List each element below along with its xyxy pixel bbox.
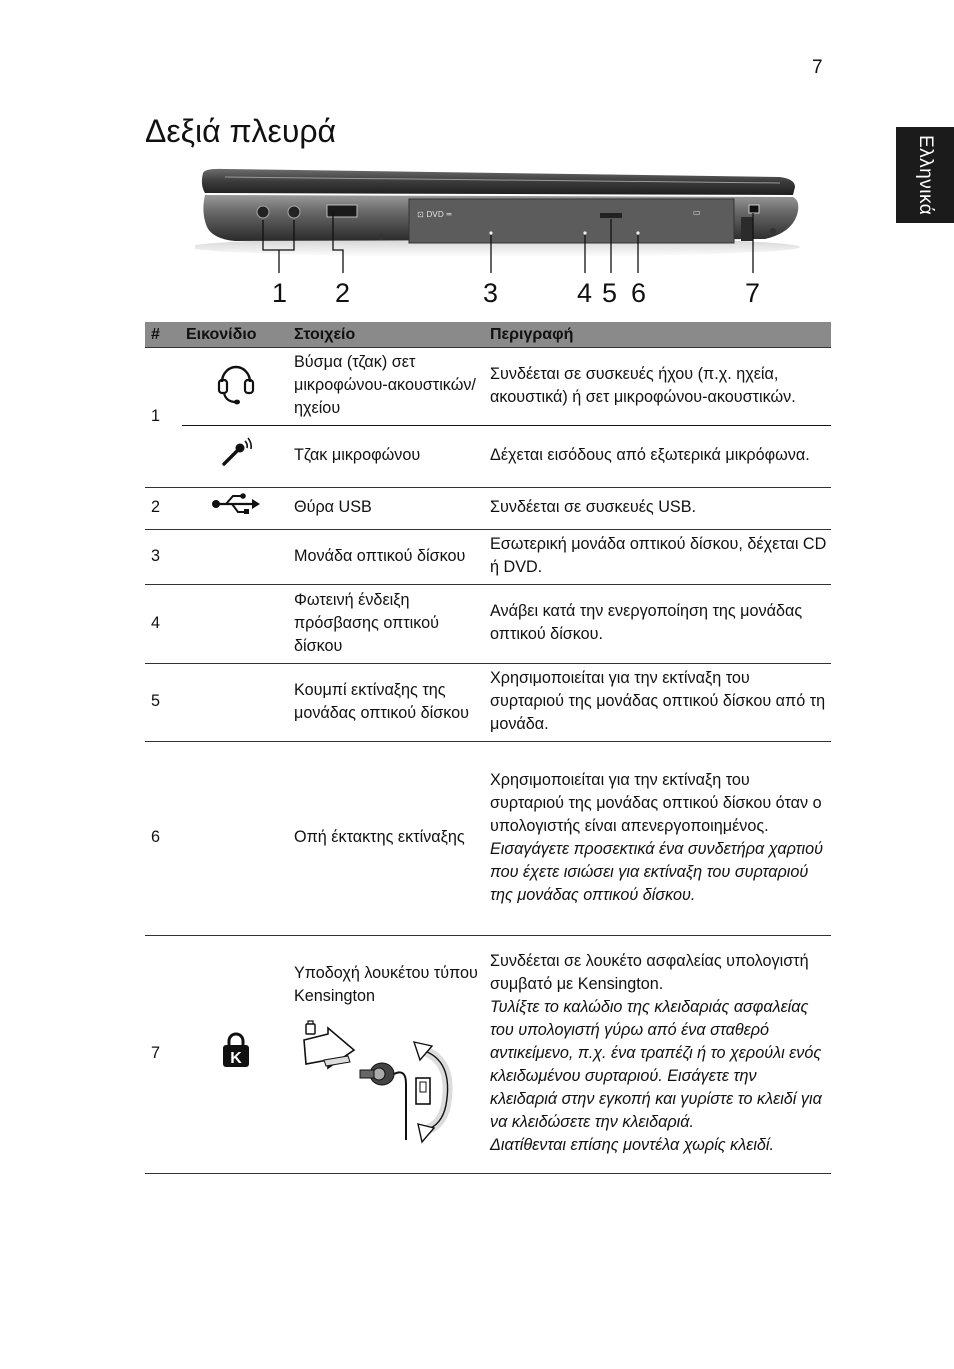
- callout-2: 2: [335, 278, 351, 308]
- eject-button: [600, 213, 622, 218]
- row-icon-cell: [182, 936, 290, 1174]
- table-row: [145, 530, 831, 585]
- row-description: Ανάβει κατά την ενεργοποίηση της μονάδας οπτικού δίσκου.: [486, 585, 831, 664]
- callout-6: 6: [631, 278, 647, 308]
- row-item: Θύρα USB: [290, 488, 486, 530]
- row-icon-cell: [182, 426, 290, 488]
- row-description: Συνδέεται σε λουκέτο ασφαλείας υπολογιστή συμβατό με Kensington.: [490, 952, 809, 993]
- row-description: Χρησιμοποιείται για την εκτίναξη του συρταριού της μονάδας οπτικού δίσκου από τη μονάδα.: [486, 664, 831, 742]
- row-description: Χρησιμοποιείται για την εκτίναξη του συρταριού της μονάδας οπτικού δίσκου όταν ο υπολογιστής είναι απενεργοποιημένος.: [490, 770, 822, 835]
- page-number: 7: [812, 57, 823, 78]
- row-note: Τυλίξτε το καλώδιο της κλειδαριάς ασφαλείας του υπολογιστή γύρω από ένα σταθερό αντικείμενο, π.χ. ένα τραπέζι ή το χερούλι ενός κλειδωμένου συρταριού. Εισάγετε την κλειδαριά στην εγκοπή και γυρίστε το κλειδί για να κλειδώσετε την κλειδαριά.: [490, 998, 822, 1131]
- headset-icon: [216, 358, 256, 406]
- row-icon-cell: [182, 530, 290, 585]
- table-row: [145, 936, 831, 1174]
- microphone-icon: [219, 435, 253, 469]
- row-icon-cell: [182, 664, 290, 742]
- kensington-lock-illustration: [294, 1020, 464, 1145]
- svg-text:▭: ▭: [693, 208, 701, 217]
- callout-1: 1: [272, 278, 288, 308]
- row-item: Μονάδα οπτικού δίσκου: [290, 530, 486, 585]
- svg-text:⊡ DVD ═: ⊡ DVD ═: [417, 210, 452, 219]
- row-item: Υποδοχή λουκέτου τύπου Kensington: [294, 964, 478, 1005]
- row-icon-cell: [182, 488, 290, 530]
- header-icon: Εικονίδιο: [182, 322, 290, 348]
- row-num: 7: [145, 936, 182, 1174]
- row-num: 6: [145, 742, 182, 936]
- row-item: Φωτεινή ένδειξη πρόσβασης οπτικού δίσκου: [290, 585, 486, 664]
- row-item: Βύσμα (τζακ) σετ μικροφώνου-ακουστικών/ηχείου: [290, 348, 486, 426]
- header-item: Στοιχείο: [290, 322, 486, 348]
- row-icon-cell: [182, 585, 290, 664]
- row-description-cell: [486, 742, 831, 936]
- optical-drive: [409, 199, 734, 243]
- laptop-right-side-figure: [195, 165, 805, 310]
- table-row: [145, 348, 831, 426]
- row-icon-cell: [182, 348, 290, 426]
- row-note: Εισαγάγετε προσεκτικά ένα συνδετήρα χαρτιού που έχετε ισιώσει για εκτίναξη του συρταριού της μονάδας οπτικού δίσκου.: [490, 839, 824, 904]
- row-description: Συνδέεται σε συσκευές USB.: [486, 488, 831, 530]
- table-row: [145, 426, 831, 488]
- table-row: [145, 488, 831, 530]
- row-icon-cell: [182, 742, 290, 936]
- table-header-row: [145, 322, 831, 348]
- row-num: 1: [145, 348, 182, 488]
- row-num: 4: [145, 585, 182, 664]
- callout-4: 4: [577, 278, 593, 308]
- headphone-jack: [257, 206, 269, 218]
- callout-5: 5: [602, 278, 618, 308]
- row-description: Συνδέεται σε συσκευές ήχου (π.χ. ηχεία, ακουστικά) ή σετ μικροφώνου-ακουστικών.: [486, 348, 831, 426]
- row-item: Κουμπί εκτίναξης της μονάδας οπτικού δίσκου: [290, 664, 486, 742]
- row-item-cell: [290, 936, 486, 1174]
- header-num: #: [145, 322, 182, 348]
- header-description: Περιγραφή: [486, 322, 831, 348]
- microphone-jack: [288, 206, 300, 218]
- row-description-cell: [486, 936, 831, 1174]
- table-row: [145, 664, 831, 742]
- row-num: 5: [145, 664, 182, 742]
- callout-3: 3: [483, 278, 499, 308]
- row-note-2: Διατίθενται επίσης μοντέλα χωρίς κλειδί.: [490, 1136, 775, 1154]
- svg-text:K: K: [230, 1050, 242, 1067]
- row-num: 3: [145, 530, 182, 585]
- kensington-lock-icon: [221, 1032, 251, 1068]
- kensington-slot: [749, 205, 759, 213]
- row-description: Δέχεται εισόδους από εξωτερικά μικρόφωνα.: [486, 426, 831, 488]
- language-tab-label: Ελληνικά: [915, 134, 936, 216]
- usb-port: [327, 205, 357, 217]
- row-description: Εσωτερική μονάδα οπτικού δίσκου, δέχεται CD ή DVD.: [486, 530, 831, 585]
- usb-icon: [210, 491, 262, 517]
- callout-7: 7: [745, 278, 761, 308]
- row-item: Τζακ μικροφώνου: [290, 426, 486, 488]
- row-num: 2: [145, 488, 182, 530]
- table-row: [145, 585, 831, 664]
- page-title: Δεξιά πλευρά: [145, 113, 337, 149]
- language-tab: [896, 127, 954, 223]
- table-row: [145, 742, 831, 936]
- row-item: Οπή έκτακτης εκτίναξης: [290, 742, 486, 936]
- ports-table: [145, 322, 831, 1174]
